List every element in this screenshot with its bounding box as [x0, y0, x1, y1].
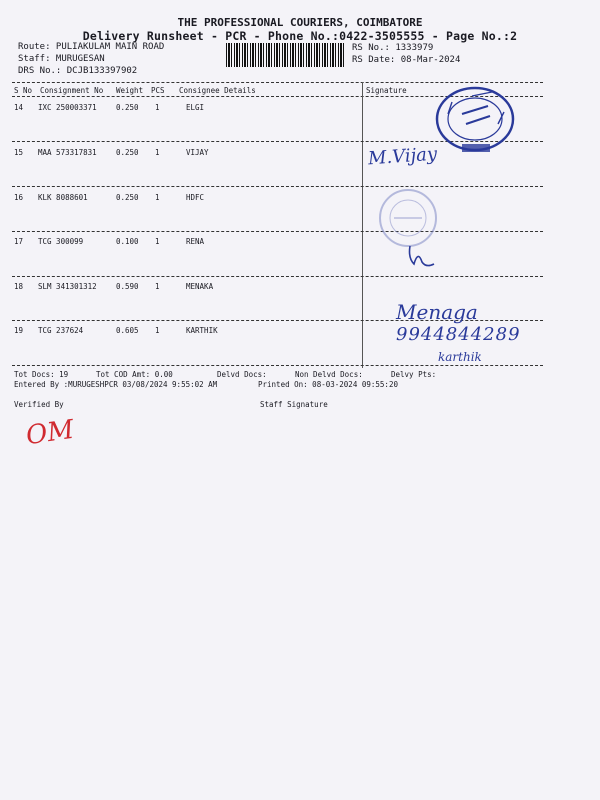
row-consignment: MAA 573317831 [38, 148, 97, 157]
row-pcs: 1 [155, 193, 160, 202]
row-divider [12, 186, 543, 187]
row-consignment: KLK 8088601 [38, 193, 88, 202]
col-consignee: Consignee Details [179, 86, 256, 95]
row-consignee: RENA [186, 237, 205, 246]
total-docs: Tot Docs: 19 [14, 370, 69, 379]
row-consignee: VIJAY [186, 148, 209, 157]
route-label: Route: PULIAKULAM MAIN ROAD [18, 42, 165, 52]
staff-label: Staff: MURUGESAN [18, 54, 105, 64]
rs-date: RS Date: 08-Mar-2024 [352, 55, 461, 65]
row-divider [12, 365, 543, 366]
col-weight: Weight [116, 86, 144, 95]
runsheet-title: Delivery Runsheet - PCR - Phone No.:0422-3505555 - Page No.:2 [82, 29, 518, 43]
row-consignment: SLM 341301312 [38, 282, 97, 291]
company-seal-stamp [432, 84, 518, 154]
company-title: THE PROFESSIONAL COURIERS, COIMBATORE [177, 16, 423, 29]
handwritten-phone: 9944844289 [396, 324, 521, 345]
row-weight: 0.250 [116, 103, 139, 112]
row-weight: 0.590 [116, 282, 139, 291]
row-weight: 0.250 [116, 193, 139, 202]
delivery-points: Delvy Pts: [391, 370, 437, 379]
signature-vijay: M.Vijay [367, 143, 438, 170]
row-weight: 0.250 [116, 148, 139, 157]
col-sno: S No [14, 86, 33, 95]
row-consignee: ELGI [186, 103, 205, 112]
col-consignment: Consignment No [40, 86, 104, 95]
signature-column-line [362, 82, 363, 368]
signature-menaga: Menaga [396, 300, 478, 324]
entered-by: Entered By :MURUGESHPCR 03/08/2024 9:55:02 AM [14, 380, 218, 389]
row-divider [12, 276, 543, 277]
signature-karthik: karthik [438, 350, 482, 364]
verified-initials: OM [24, 414, 76, 452]
row-weight: 0.100 [116, 237, 139, 246]
non-delivered-docs: Non Delvd Docs: [295, 370, 363, 379]
bank-stamp [376, 186, 440, 250]
staff-signature-label: Staff Signature [260, 400, 328, 409]
signature-rena [404, 242, 438, 272]
rs-number: RS No.: 1333979 [352, 43, 434, 53]
printed-on: Printed On: 08-03-2024 09:55:20 [258, 380, 398, 389]
row-sno: 19 [14, 326, 24, 335]
col-signature: Signature [366, 86, 407, 95]
row-weight: 0.605 [116, 326, 139, 335]
col-pcs: PCS [151, 86, 165, 95]
row-sno: 15 [14, 148, 24, 157]
row-consignment: TCG 237624 [38, 326, 84, 335]
barcode [226, 43, 346, 67]
drs-number: DRS No.: DCJB133397902 [18, 66, 138, 76]
row-pcs: 1 [155, 148, 160, 157]
row-pcs: 1 [155, 237, 160, 246]
row-pcs: 1 [155, 282, 160, 291]
row-divider [12, 231, 543, 232]
row-sno: 14 [14, 103, 24, 112]
row-consignment: TCG 300099 [38, 237, 84, 246]
row-consignee: KARTHIK [186, 326, 218, 335]
divider [12, 82, 543, 83]
row-consignee: HDFC [186, 193, 205, 202]
delivered-docs: Delvd Docs: [217, 370, 267, 379]
row-consignee: MENAKA [186, 282, 214, 291]
row-pcs: 1 [155, 326, 160, 335]
row-consignment: IXC 250003371 [38, 103, 97, 112]
row-sno: 17 [14, 237, 24, 246]
row-sno: 16 [14, 193, 24, 202]
row-sno: 18 [14, 282, 24, 291]
verified-by-label: Verified By [14, 400, 64, 409]
row-pcs: 1 [155, 103, 160, 112]
total-cod: Tot COD Amt: 0.00 [96, 370, 173, 379]
